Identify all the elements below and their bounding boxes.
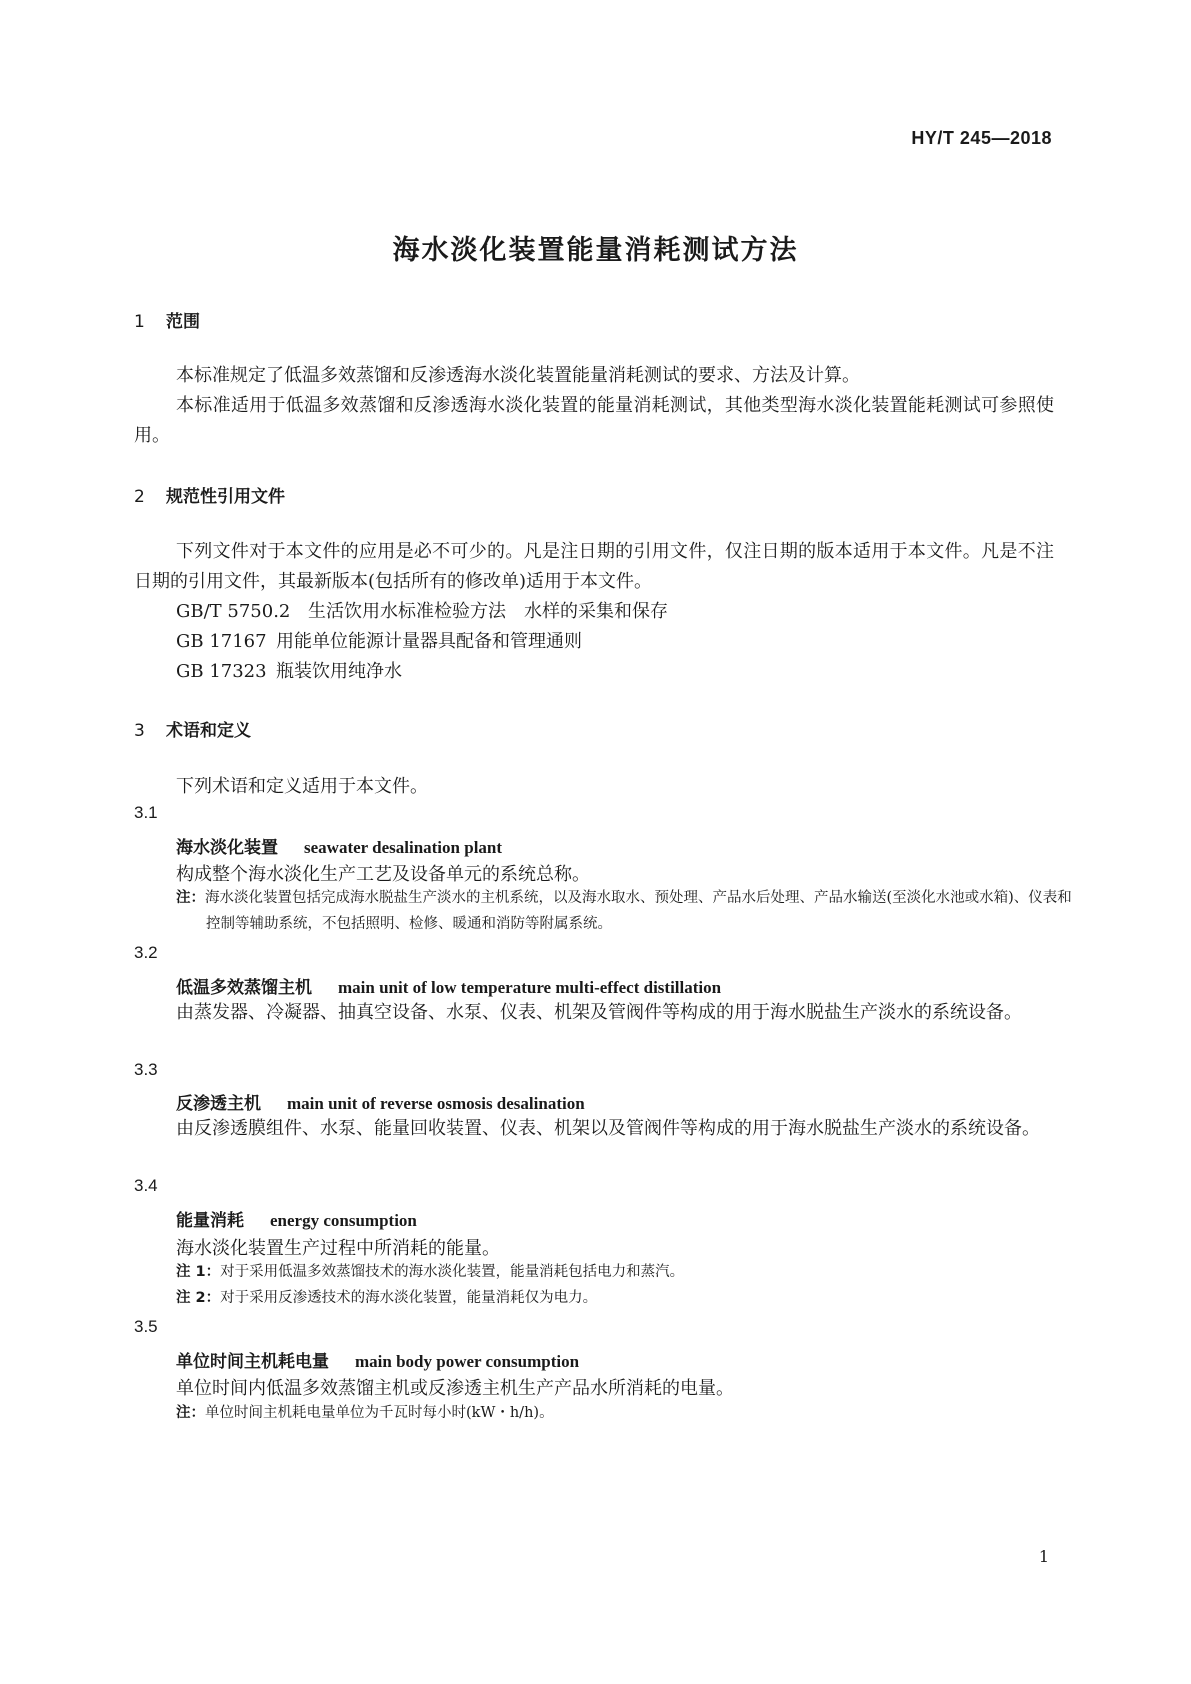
reference-name: 瓶装饮用纯净水 [276, 661, 402, 682]
term-zh: 海水淡化装置 [176, 838, 278, 858]
section-number: 3 [134, 721, 145, 741]
term-note [176, 1400, 1056, 1426]
term-heading [176, 833, 502, 858]
reference-name: 用能单位能源计量器具配备和管理通则 [276, 631, 582, 652]
section-3-heading [134, 716, 251, 741]
term-note [176, 1285, 1056, 1311]
term-number: 3.1 [134, 803, 158, 822]
section-title: 术语和定义 [166, 721, 251, 741]
document-title: 海水淡化装置能量消耗测试方法 [392, 235, 799, 266]
term-heading [176, 973, 721, 998]
note-label: 注 2： [176, 1290, 221, 1306]
reference-name: 生活饮用水标准检验方法 水样的采集和保存 [308, 601, 668, 622]
term-zh: 能量消耗 [176, 1211, 244, 1231]
note-text: 单位时间主机耗电量单位为千瓦时每小时(kW・h/h)。 [205, 1405, 554, 1421]
standard-code: HY/T 245—2018 [911, 128, 1052, 148]
term-zh: 反渗透主机 [176, 1094, 261, 1114]
reference-code: GB 17323 [176, 661, 267, 682]
section-1-heading [134, 307, 200, 332]
term-number: 3.5 [134, 1317, 158, 1336]
term-definition: 单位时间内低温多效蒸馏主机或反渗透主机生产产品水所消耗的电量。 [176, 1378, 734, 1399]
term-en: energy consumption [270, 1211, 417, 1230]
section-number: 1 [134, 312, 145, 332]
references-paragraph: 下列文件对于本文件的应用是必不可少的。凡是注日期的引用文件，仅注日期的版本适用于本文件。凡是不注日期的引用文件，其最新版本(包括所有的修改单)适用于本文件。 [134, 541, 1054, 592]
term-note [176, 1259, 1056, 1285]
term-definition: 构成整个海水淡化生产工艺及设备单元的系统总称。 [176, 864, 590, 885]
term-en: main unit of reverse osmosis desalination [287, 1094, 585, 1113]
terms-intro: 下列术语和定义适用于本文件。 [176, 776, 428, 797]
scope-paragraph-1: 本标准规定了低温多效蒸馏和反渗透海水淡化装置能量消耗测试的要求、方法及计算。 [176, 365, 860, 386]
term-zh: 单位时间主机耗电量 [176, 1352, 329, 1372]
reference-item [176, 627, 582, 653]
term-en: seawater desalination plant [304, 838, 503, 857]
term-note [176, 885, 1086, 937]
term-definition: 由反渗透膜组件、水泵、能量回收装置、仪表、机架以及管阀件等构成的用于海水脱盐生产淡水的系统设备。 [176, 1118, 1040, 1139]
section-2-heading [134, 482, 285, 507]
term-number: 3.4 [134, 1176, 158, 1195]
note-label: 注： [176, 890, 205, 906]
reference-code: GB 17167 [176, 631, 267, 652]
term-heading [176, 1347, 579, 1372]
note-label: 注 1： [176, 1264, 221, 1280]
reference-item [176, 657, 402, 683]
section-title: 规范性引用文件 [166, 487, 285, 507]
term-en: main unit of low temperature multi-effect distillation [338, 978, 722, 997]
reference-code: GB/T 5750.2 [176, 601, 291, 622]
note-text: 对于采用低温多效蒸馏技术的海水淡化装置，能量消耗包括电力和蒸汽。 [220, 1264, 685, 1280]
section-number: 2 [134, 487, 145, 507]
term-number: 3.3 [134, 1060, 158, 1079]
note-label: 注： [176, 1405, 205, 1421]
term-heading [176, 1206, 417, 1231]
term-number: 3.2 [134, 943, 158, 962]
section-title: 范围 [166, 312, 200, 332]
reference-item [176, 597, 668, 623]
term-zh: 低温多效蒸馏主机 [176, 978, 312, 998]
note-text: 海水淡化装置包括完成海水脱盐生产淡水的主机系统，以及海水取水、预处理、产品水后处理、产品水输送(至淡化水池或水箱)、仪表和控制等辅助系统，不包括照明、检修、暖通和消防等附属系统。 [205, 890, 1072, 932]
term-heading [176, 1089, 585, 1114]
page-number: 1 [1038, 1547, 1049, 1566]
term-definition: 海水淡化装置生产过程中所消耗的能量。 [176, 1238, 500, 1259]
note-text: 对于采用反渗透技术的海水淡化装置，能量消耗仅为电力。 [220, 1290, 598, 1306]
term-definition: 由蒸发器、冷凝器、抽真空设备、水泵、仪表、机架及管阀件等构成的用于海水脱盐生产淡水的系统设备。 [176, 1002, 1022, 1023]
scope-paragraph-2: 本标准适用于低温多效蒸馏和反渗透海水淡化装置的能量消耗测试，其他类型海水淡化装置能耗测试可参照使用。 [134, 395, 1054, 446]
term-en: main body power consumption [355, 1352, 580, 1371]
